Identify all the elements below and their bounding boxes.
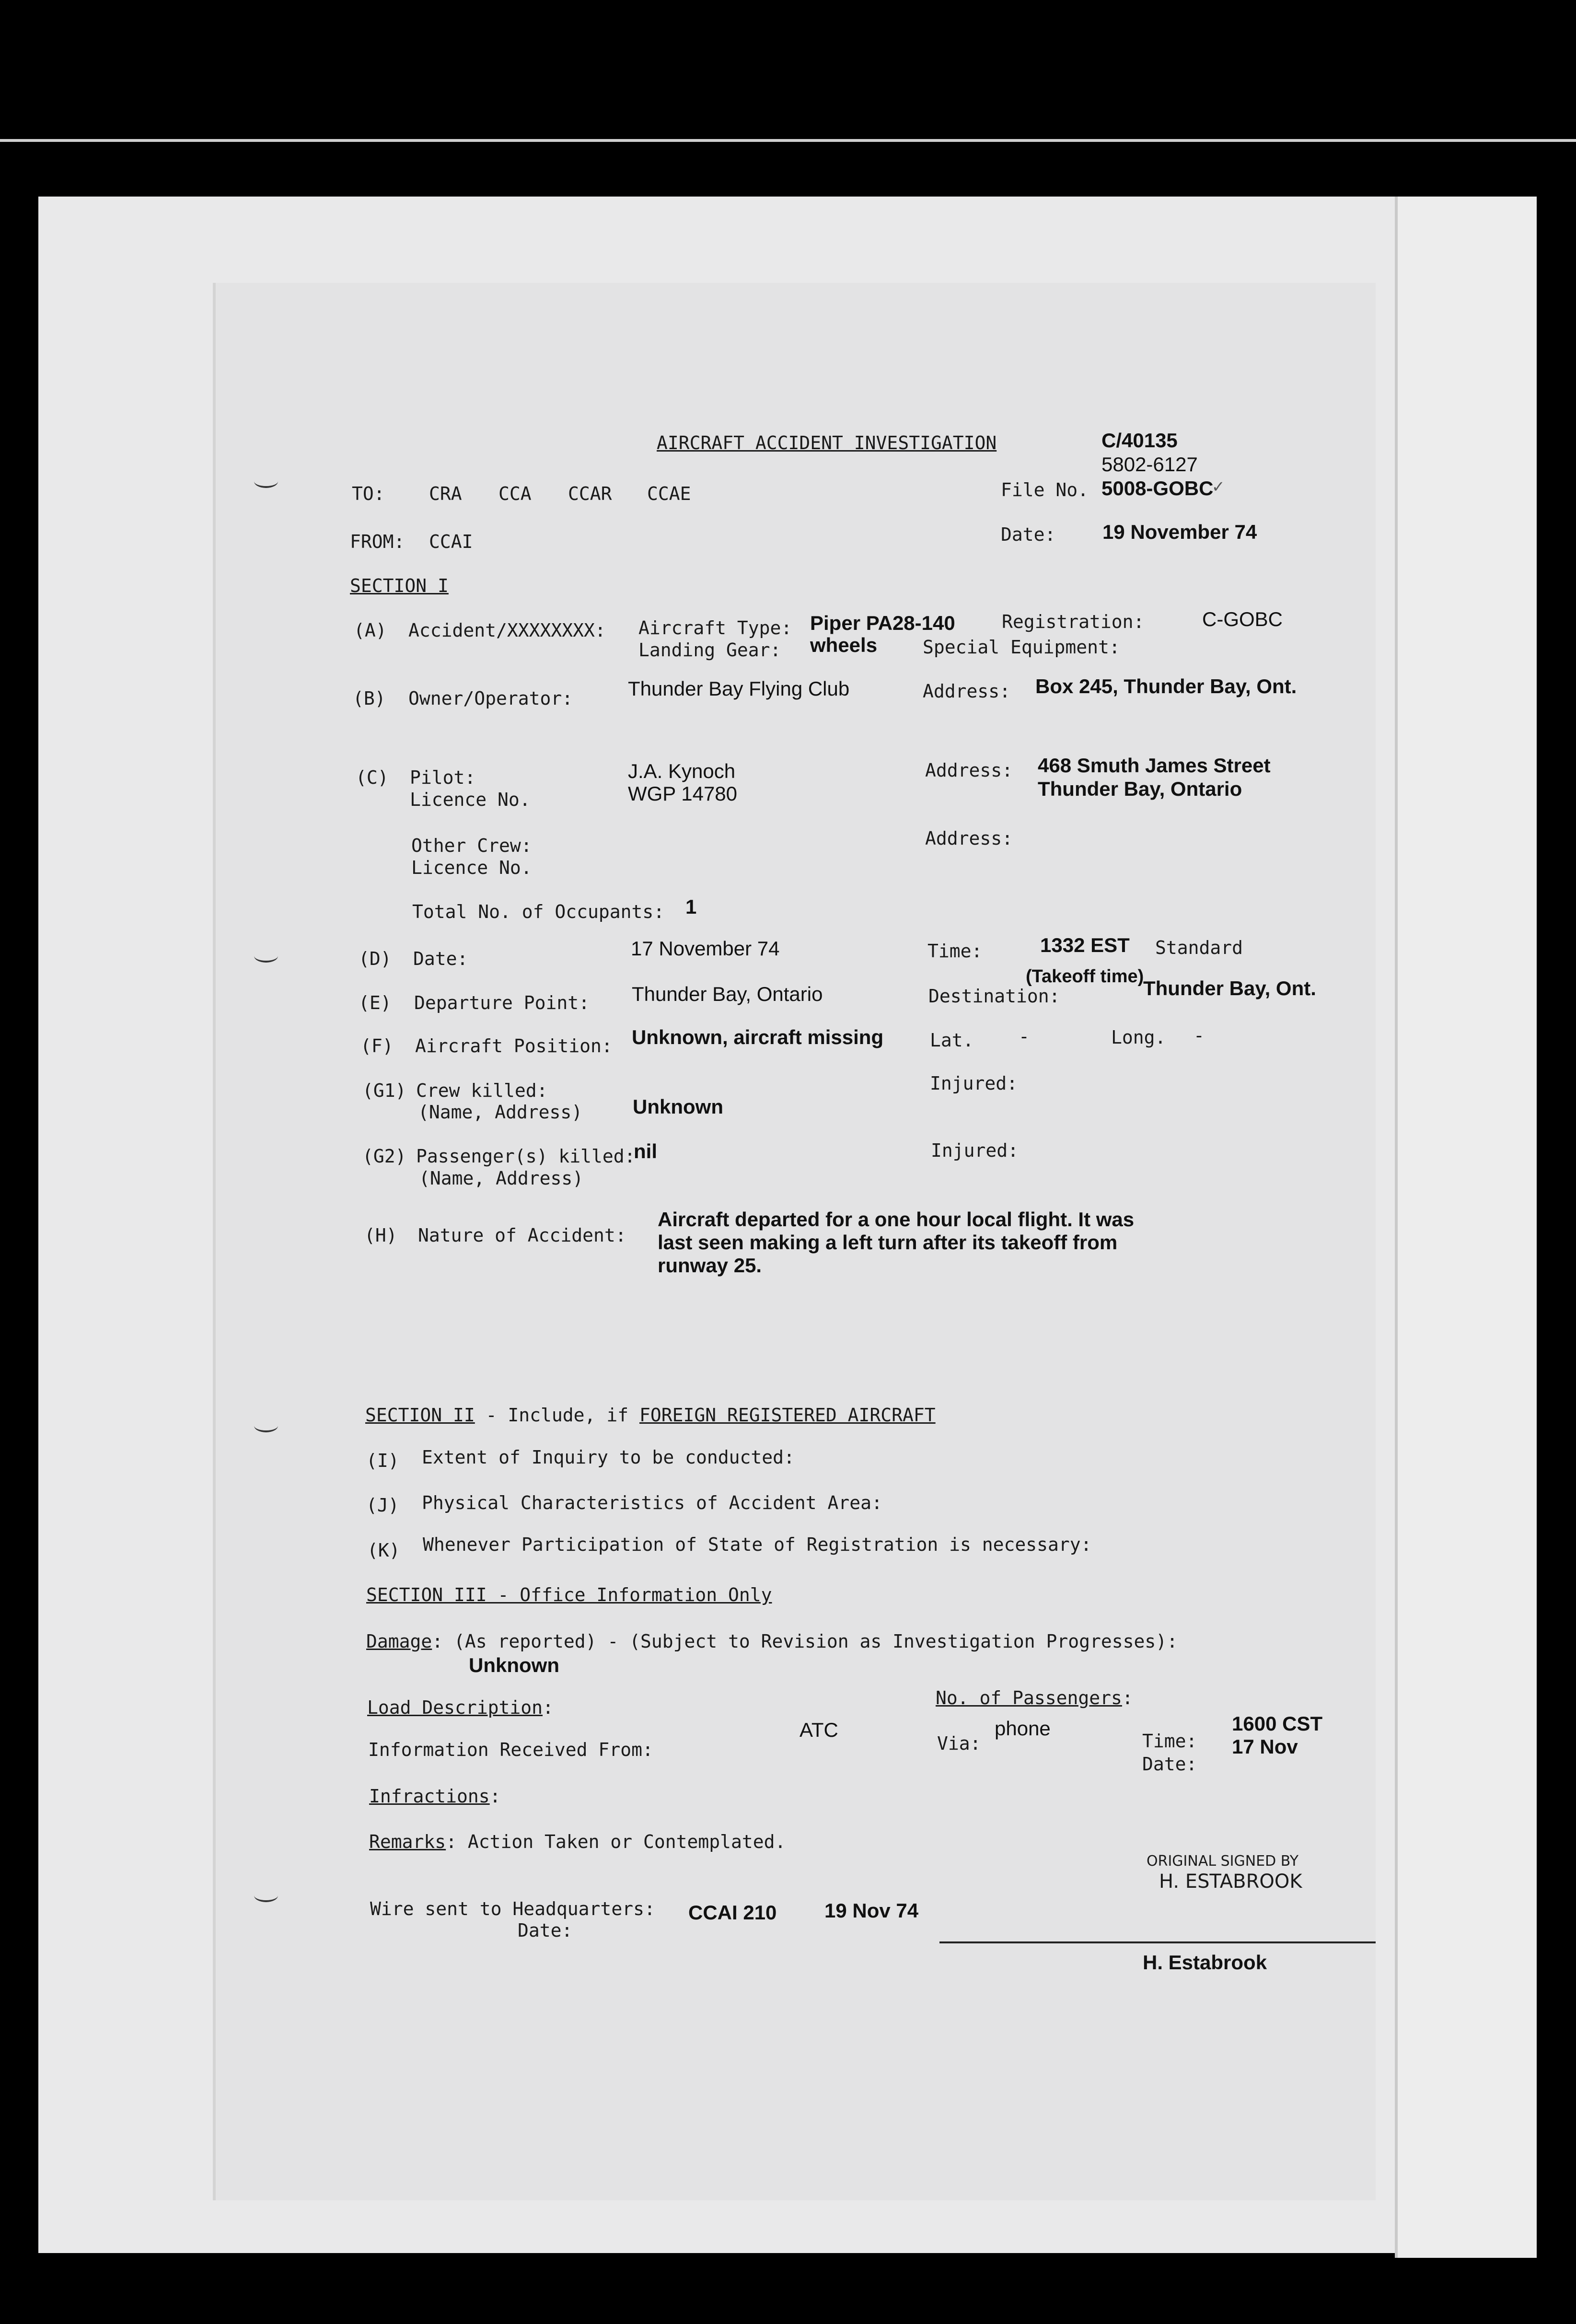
passengers-killed-value: nil bbox=[634, 1140, 657, 1162]
accident-label: Accident/XXXXXXXX: bbox=[408, 620, 606, 641]
registration-value: C-GOBC bbox=[1202, 608, 1283, 630]
damage-row bbox=[366, 1631, 1178, 1652]
registration-label: Registration: bbox=[1002, 611, 1145, 632]
lat-label: Lat. bbox=[930, 1030, 974, 1051]
pen-tick-mark bbox=[254, 1889, 278, 1902]
section-2-heading bbox=[365, 1405, 936, 1426]
remarks-row bbox=[369, 1831, 786, 1852]
signature-name: H. Estabrook bbox=[1143, 1951, 1267, 1974]
nature-line: Aircraft departed for a one hour local flight. It was bbox=[658, 1208, 1135, 1231]
via-label: Via: bbox=[937, 1733, 981, 1754]
section-2-foreign: FOREIGN REGISTERED AIRCRAFT bbox=[639, 1405, 936, 1426]
load-description-label: Load Description bbox=[367, 1697, 543, 1718]
nature-label: Nature of Accident: bbox=[418, 1225, 626, 1246]
pilot-address-line1: 468 Smuth James Street bbox=[1038, 754, 1271, 777]
date-value: 19 November 74 bbox=[1102, 521, 1257, 543]
pen-tick-mark bbox=[254, 1419, 278, 1432]
long-label: Long. bbox=[1111, 1027, 1166, 1048]
crew-killed-label: Crew killed: bbox=[416, 1080, 548, 1101]
received-date-label: Date: bbox=[1142, 1754, 1197, 1775]
field-letter: (D) bbox=[359, 948, 392, 969]
owner-label: Owner/Operator: bbox=[408, 688, 573, 709]
crew-killed-sub: (Name, Address) bbox=[418, 1102, 583, 1123]
time-label: Time: bbox=[927, 941, 983, 962]
file-ref-1: C/40135 bbox=[1101, 429, 1178, 452]
check-mark-icon: ✓ bbox=[1213, 476, 1224, 497]
pilot-address-line2: Thunder Bay, Ontario bbox=[1038, 778, 1242, 800]
signature-line bbox=[939, 1941, 1376, 1943]
remarks-label: Remarks bbox=[369, 1831, 446, 1852]
field-letter: (B) bbox=[353, 688, 386, 709]
wire-date-value: 19 Nov 74 bbox=[824, 1899, 919, 1922]
info-received-label: Information Received From: bbox=[368, 1739, 653, 1760]
section-2-title: SECTION II bbox=[365, 1405, 475, 1426]
time-standard: Standard bbox=[1155, 937, 1243, 958]
infractions-label: Infractions bbox=[369, 1786, 490, 1807]
crew-licence-label: Licence No. bbox=[411, 857, 532, 878]
load-description-colon: : bbox=[543, 1697, 554, 1718]
landing-gear-value: wheels bbox=[810, 634, 878, 656]
accident-date-value: 17 November 74 bbox=[631, 937, 780, 960]
occupants-label: Total No. of Occupants: bbox=[412, 901, 665, 922]
from-value: CCAI bbox=[429, 531, 473, 552]
pilot-address-label: Address: bbox=[925, 760, 1013, 781]
field-letter: (G1) bbox=[362, 1080, 406, 1101]
position-value: Unknown, aircraft missing bbox=[632, 1026, 884, 1048]
folder-flap bbox=[1395, 197, 1537, 2258]
owner-value: Thunder Bay Flying Club bbox=[628, 677, 850, 700]
crew-address-label: Address: bbox=[925, 828, 1013, 849]
field-letter: (E) bbox=[359, 992, 392, 1013]
pen-tick-mark bbox=[254, 475, 278, 488]
time-value: 1332 EST bbox=[1040, 934, 1130, 956]
inquiry-extent-label: Extent of Inquiry to be conducted: bbox=[422, 1447, 795, 1468]
file-no-value: 5008-GOBC bbox=[1101, 477, 1214, 500]
takeoff-time-note: (Takeoff time) bbox=[1026, 966, 1144, 987]
nature-line: last seen making a left turn after its takeoff from bbox=[658, 1231, 1118, 1254]
departure-label: Departure Point: bbox=[414, 992, 590, 1013]
accident-area-label: Physical Characteristics of Accident Area: bbox=[422, 1492, 882, 1513]
aircraft-type-label: Aircraft Type: bbox=[638, 617, 792, 639]
position-label: Aircraft Position: bbox=[415, 1035, 613, 1057]
pen-tick-mark bbox=[254, 949, 278, 963]
original-signed-stamp: ORIGINAL SIGNED BY bbox=[1147, 1853, 1299, 1870]
departure-value: Thunder Bay, Ontario bbox=[632, 983, 823, 1005]
to-label: TO: bbox=[352, 483, 385, 504]
remarks-text: : Action Taken or Contemplated. bbox=[446, 1831, 786, 1852]
other-crew-label: Other Crew: bbox=[411, 835, 532, 856]
long-value: - bbox=[1194, 1025, 1205, 1046]
field-letter: (A) bbox=[354, 620, 387, 641]
film-border-line bbox=[0, 139, 1576, 142]
infractions-colon: : bbox=[489, 1786, 501, 1807]
nature-line: runway 25. bbox=[658, 1254, 762, 1277]
section-3-heading: SECTION III - Office Information Only bbox=[366, 1584, 772, 1605]
field-letter: (G2) bbox=[362, 1146, 406, 1167]
wire-date-label: Date: bbox=[518, 1920, 573, 1941]
state-participation-label: Whenever Participation of State of Registration is necessary: bbox=[423, 1534, 1092, 1555]
field-letter: (J) bbox=[366, 1495, 399, 1516]
damage-label: Damage bbox=[366, 1631, 432, 1652]
passengers-killed-label: Passenger(s) killed: bbox=[416, 1146, 636, 1167]
form-title: AIRCRAFT ACCIDENT INVESTIGATION bbox=[657, 432, 997, 453]
section-1-heading: SECTION I bbox=[350, 575, 449, 596]
licence-value: WGP 14780 bbox=[628, 782, 738, 805]
to-recipient: CRA bbox=[429, 483, 462, 504]
licence-label: Licence No. bbox=[410, 789, 531, 810]
wire-sent-label: Wire sent to Headquarters: bbox=[370, 1898, 655, 1919]
owner-address-value: Box 245, Thunder Bay, Ont. bbox=[1035, 675, 1297, 697]
section-2-connector: - Include, if bbox=[475, 1405, 639, 1426]
damage-value: Unknown bbox=[469, 1654, 559, 1676]
to-recipient: CCAR bbox=[568, 483, 612, 504]
received-date-value: 17 Nov bbox=[1232, 1735, 1298, 1758]
field-letter: (I) bbox=[366, 1450, 399, 1471]
passengers-count-colon: : bbox=[1122, 1687, 1133, 1708]
passengers-count-row bbox=[936, 1687, 1133, 1708]
pilot-label: Pilot: bbox=[410, 767, 476, 788]
via-value: phone bbox=[995, 1717, 1051, 1740]
aircraft-type-value: Piper PA28-140 bbox=[810, 612, 955, 634]
passengers-injured-label: Injured: bbox=[931, 1140, 1019, 1161]
destination-value: Thunder Bay, Ont. bbox=[1143, 977, 1316, 999]
file-no-label: File No. bbox=[1001, 479, 1089, 500]
owner-address-label: Address: bbox=[923, 681, 1011, 702]
info-received-value: ATC bbox=[800, 1719, 838, 1741]
destination-label: Destination: bbox=[928, 986, 1060, 1007]
wire-number-value: CCAI 210 bbox=[688, 1901, 777, 1924]
load-description-row bbox=[367, 1697, 554, 1718]
field-letter: (H) bbox=[364, 1225, 397, 1246]
file-ref-2: 5802-6127 bbox=[1101, 453, 1198, 476]
infractions-row bbox=[369, 1786, 501, 1807]
crew-killed-value: Unknown bbox=[633, 1095, 723, 1118]
passengers-count-label: No. of Passengers bbox=[936, 1687, 1122, 1708]
landing-gear-label: Landing Gear: bbox=[638, 639, 781, 661]
damage-text: : (As reported) - (Subject to Revision as Investigation Progresses): bbox=[432, 1631, 1178, 1652]
from-label: FROM: bbox=[350, 531, 405, 552]
field-letter: (C) bbox=[356, 767, 389, 788]
received-time-value: 1600 CST bbox=[1232, 1712, 1323, 1735]
special-equipment-label: Special Equipment: bbox=[923, 637, 1120, 658]
pilot-value: J.A. Kynoch bbox=[628, 760, 736, 782]
signed-by-name-stamp: H. ESTABROOK bbox=[1159, 1871, 1302, 1893]
crew-injured-label: Injured: bbox=[930, 1073, 1018, 1094]
date-label: Date: bbox=[1001, 524, 1056, 545]
to-recipient: CCAE bbox=[647, 483, 691, 504]
lat-value: - bbox=[1019, 1026, 1030, 1047]
field-letter: (F) bbox=[360, 1035, 394, 1057]
occupants-value: 1 bbox=[685, 895, 697, 918]
received-time-label: Time: bbox=[1142, 1731, 1197, 1752]
field-letter: (K) bbox=[367, 1540, 400, 1561]
to-recipient: CCA bbox=[498, 483, 532, 504]
passengers-killed-sub: (Name, Address) bbox=[419, 1168, 584, 1189]
accident-date-label: Date: bbox=[413, 948, 468, 969]
